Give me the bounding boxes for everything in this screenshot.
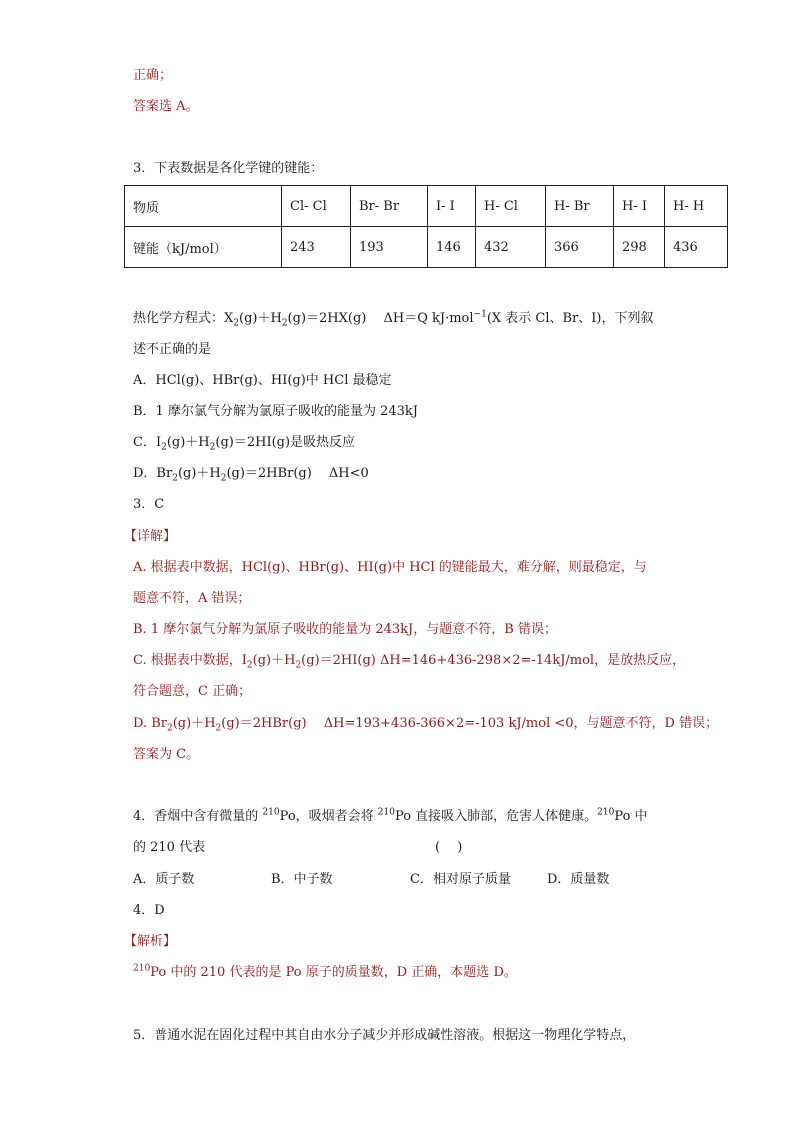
q3-explanation-d: D. $Br_2(g)+H_2(g)=2HBr(g)$ ΔH=193+436-366×2=-103 kJ/mol <0，与题意不符，D 错误； xyxy=(133,716,719,734)
q4-stem-line2: 的 210 代表 xyxy=(133,840,206,855)
q3-explanation-c-line2: 符合题意，C 正确； xyxy=(133,684,252,699)
q4-option-d: D．质量数 xyxy=(547,872,610,887)
table-cell: H- Cl xyxy=(476,186,546,227)
table-cell: Cl- Cl xyxy=(282,186,351,227)
table-cell: H- I xyxy=(614,186,665,227)
table-cell: 146 xyxy=(428,227,476,268)
q5-stem: 5．普通水泥在固化过程中其自由水分子减少并形成碱性溶液。根据这一物理化学特点， xyxy=(133,1028,636,1043)
q4-option-a: A．质子数 xyxy=(133,872,195,887)
prev-answer-line: 正确； xyxy=(133,68,173,83)
q3-stem: 热化学方程式：$X_2(g)+H_2(g)=2HX(g)$ ΔH＝Q kJ·mol$^{-1}$(X 表示 Cl、Br、I)，下列叙 xyxy=(133,309,654,329)
table-cell: 366 xyxy=(546,227,614,268)
table-cell: Br- Br xyxy=(351,186,428,227)
table-row xyxy=(125,227,728,268)
q4-answer-blank: ( ) xyxy=(435,840,463,855)
q4-analysis-label: 【解析】 xyxy=(124,934,177,949)
q3-option-c: C．$I_2(g)+H_2(g)=2HI(g)$是吸热反应 xyxy=(133,435,356,453)
prev-answer-conclusion: 答案选 A。 xyxy=(133,99,199,114)
q4-answer: 4．D xyxy=(133,903,165,918)
q3-explanation-b: B. 1 摩尔氯气分解为氯原子吸收的能量为 243kJ，与题意不符，B 错误； xyxy=(133,622,557,637)
table-row xyxy=(125,186,728,227)
q4-explanation: $^{210}$Po 中的 210 代表的是 Po 原子的质量数，D 正确，本题选 D。 xyxy=(133,963,517,980)
table-cell: 436 xyxy=(665,227,728,268)
table-cell: 432 xyxy=(476,227,546,268)
q3-option-b: B．1 摩尔氯气分解为氯原子吸收的能量为 243kJ xyxy=(133,404,418,419)
table-cell: H- Br xyxy=(546,186,614,227)
q4-stem: 4．香烟中含有微量的 $^{210}$Po，吸烟者会将 $^{210}$Po 直接吸入肺部，危害人体健康。$^{210}$Po 中 xyxy=(133,807,648,824)
q3-option-a: A．HCl(g)、HBr(g)、HI(g)中 HCl 最稳定 xyxy=(133,373,392,388)
q4-option-c: C．相对原子质量 xyxy=(410,872,511,887)
bond-energy-table xyxy=(124,185,728,268)
table-cell: 243 xyxy=(282,227,351,268)
table-cell: 193 xyxy=(351,227,428,268)
table-cell: 键能（kJ/mol） xyxy=(125,227,282,268)
table-cell: 物质 xyxy=(125,186,282,227)
q3-option-d: D．$Br_2(g)+H_2(g)=2HBr(g)$ ΔH<0 xyxy=(133,466,369,484)
table-cell: 298 xyxy=(614,227,665,268)
q3-conclusion: 答案为 C。 xyxy=(133,747,200,762)
q3-title: 3．下表数据是各化学键的键能： xyxy=(133,161,324,176)
q4-option-b: B．中子数 xyxy=(271,872,333,887)
q3-explanation-a: A. 根据表中数据，HCl(g)、HBr(g)、HI(g)中 HCl 的键能最大，难分解，则最稳定，与 xyxy=(133,560,647,575)
q3-answer: 3．C xyxy=(133,497,165,512)
table-cell: I- I xyxy=(428,186,476,227)
q3-detail-label: 【详解】 xyxy=(124,529,177,544)
q3-explanation-c: C. 根据表中数据，$I_2(g)+H_2(g)=2HI(g)$ ΔH=146+436-298×2=-14kJ/mol，是放热反应， xyxy=(133,653,686,671)
q3-explanation-a-line2: 题意不符，A 错误； xyxy=(133,591,251,606)
q3-stem-line2: 述不正确的是 xyxy=(133,342,212,357)
table-cell: H- H xyxy=(665,186,728,227)
